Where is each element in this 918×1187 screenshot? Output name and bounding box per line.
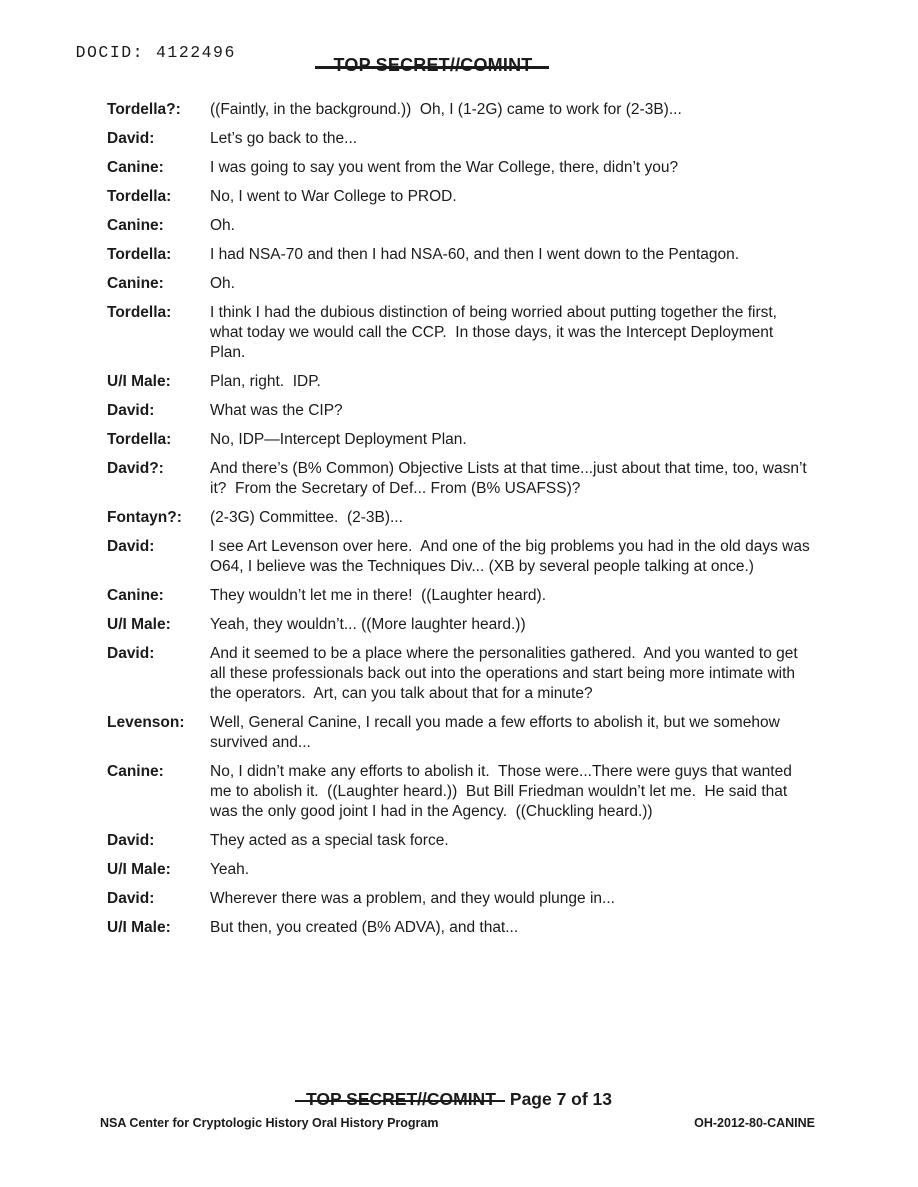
speaker-label: Fontayn?:	[107, 509, 182, 526]
docid-number: 4122496	[156, 43, 236, 62]
speaker-label: Canine:	[107, 763, 164, 780]
transcript-entry	[107, 615, 819, 635]
dialogue-text: (2-3G) Committee. (2-3B)...	[210, 509, 403, 526]
transcript-entry	[107, 187, 819, 207]
transcript-entry	[107, 889, 819, 909]
transcript-entry	[107, 537, 819, 577]
speaker-label: Tordella?:	[107, 101, 181, 118]
dialogue-text: They wouldn’t let me in there! ((Laughter heard).	[210, 587, 547, 604]
speaker-label: Tordella:	[107, 431, 172, 448]
speaker-label: Tordella:	[107, 246, 172, 263]
dialogue-text: They acted as a special task force.	[210, 832, 449, 849]
transcript-body	[107, 100, 819, 947]
transcript-entry	[107, 430, 819, 450]
speaker-label: Canine:	[107, 275, 164, 292]
subfooter	[100, 1116, 815, 1130]
transcript-entry	[107, 100, 819, 120]
dialogue-text: No, IDP—Intercept Deployment Plan.	[210, 431, 467, 448]
dialogue-text: I was going to say you went from the War College, there, didn’t you?	[210, 159, 679, 176]
transcript-entry	[107, 918, 819, 938]
dialogue-text: Oh.	[210, 217, 235, 234]
footer-program-name: NSA Center for Cryptologic History Oral History Program	[100, 1116, 439, 1130]
transcript-entry	[107, 274, 819, 294]
footer-classification-area	[0, 1089, 918, 1110]
speaker-label: U/I Male:	[107, 861, 171, 878]
dialogue-text: I had NSA-70 and then I had NSA-60, and then I went down to the Pentagon.	[210, 246, 740, 263]
dialogue-text: Plan, right. IDP.	[210, 373, 321, 390]
dialogue-text: But then, you created (B% ADVA), and that...	[210, 919, 519, 936]
transcript-entry	[107, 372, 819, 392]
transcript-entry	[107, 401, 819, 421]
dialogue-text: I see Art Levenson over here. And one of the big problems you had in the old days was O64, I believe was the Techniques Div... (XB by several people talking at once.)	[210, 538, 815, 575]
header-classification-banner: TOP SECRET//COMINT	[333, 55, 533, 75]
transcript-entry	[107, 586, 819, 606]
speaker-label: David:	[107, 890, 155, 907]
dialogue-text: And it seemed to be a place where the personalities gathered. And you wanted to get all these professionals back out into the operations and start being more intimate with the operators. Art, can you talk about that for a minute?	[210, 645, 802, 702]
dialogue-text: No, I went to War College to PROD.	[210, 188, 457, 205]
transcript-entry	[107, 245, 819, 265]
dialogue-text: Wherever there was a problem, and they would plunge in...	[210, 890, 615, 907]
transcript-entry	[107, 303, 819, 363]
dialogue-text: Oh.	[210, 275, 235, 292]
footer-document-id: OH-2012-80-CANINE	[694, 1116, 815, 1130]
transcript-entry	[107, 762, 819, 822]
header-classification-area	[0, 55, 918, 76]
speaker-label: David:	[107, 645, 155, 662]
dialogue-text: ((Faintly, in the background.)) Oh, I (1-2G) came to work for (2-3B)...	[210, 101, 682, 118]
dialogue-text: What was the CIP?	[210, 402, 343, 419]
speaker-label: David:	[107, 402, 155, 419]
transcript-entry	[107, 508, 819, 528]
speaker-label: U/I Male:	[107, 616, 171, 633]
speaker-label: David:	[107, 130, 155, 147]
dialogue-text: No, I didn’t make any efforts to abolish it. Those were...There were guys that wanted me to abolish it. ((Laughter heard.)) But Bill Friedman wouldn’t let me. He said that was the only good joint I had in the Agency. ((Chuckling heard.))	[210, 763, 797, 820]
dialogue-text: Yeah, they wouldn’t... ((More laughter heard.))	[210, 616, 526, 633]
transcript-entry	[107, 459, 819, 499]
speaker-label: Canine:	[107, 159, 164, 176]
speaker-label: U/I Male:	[107, 919, 171, 936]
transcript-entry	[107, 216, 819, 236]
speaker-label: Tordella:	[107, 188, 172, 205]
transcript-entry	[107, 158, 819, 178]
speaker-label: Tordella:	[107, 304, 172, 321]
docid-label: DOCID:	[75, 43, 145, 62]
speaker-label: U/I Male:	[107, 373, 171, 390]
dialogue-text: I think I had the dubious distinction of being worried about putting together the first, what today we would call the CCP. In those days, it was the Intercept Deployment Plan.	[210, 304, 782, 361]
transcript-entry	[107, 860, 819, 880]
speaker-label: David:	[107, 538, 155, 555]
speaker-label: Levenson:	[107, 714, 185, 731]
transcript-entry	[107, 644, 819, 704]
transcript-entry	[107, 713, 819, 753]
dialogue-text: Yeah.	[210, 861, 250, 878]
dialogue-text: And there’s (B% Common) Objective Lists at that time...just about that time, too, wasn’t it? From the Secretary of Def... From (B% USAFSS)?	[210, 460, 812, 497]
speaker-label: David:	[107, 832, 155, 849]
dialogue-text: Well, General Canine, I recall you made a few efforts to abolish it, but we somehow survived and...	[210, 714, 785, 751]
transcript-entry	[107, 129, 819, 149]
speaker-label: Canine:	[107, 217, 164, 234]
transcript-entry	[107, 831, 819, 851]
footer-classification-banner: TOP SECRET//COMINT	[305, 1089, 496, 1109]
speaker-label: Canine:	[107, 587, 164, 604]
dialogue-text: Let’s go back to the...	[210, 130, 358, 147]
page-number: Page 7 of 13	[509, 1089, 613, 1109]
speaker-label: David?:	[107, 460, 164, 477]
